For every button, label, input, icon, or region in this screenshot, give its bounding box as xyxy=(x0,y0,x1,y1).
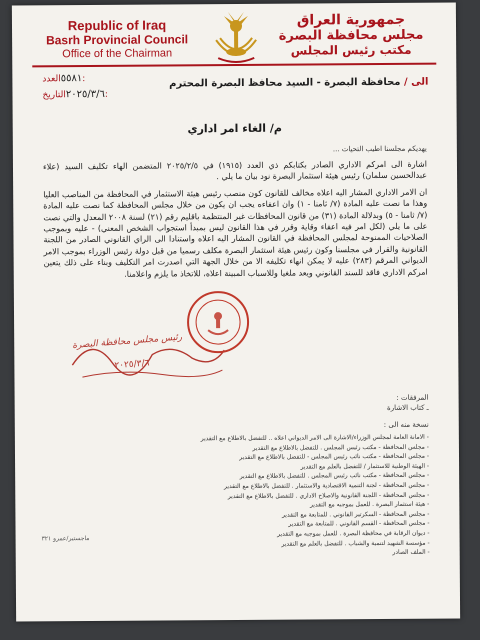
copies-item: - مجلس المحافظة - القسم القانوني . للمتابعة مع التقدير xyxy=(288,519,430,528)
copies-title: نسخة منه الى : xyxy=(383,420,429,429)
letterhead-ar-line-2: مجلس محافظة البصرة xyxy=(278,27,424,44)
copies-list xyxy=(105,433,430,560)
copies-item: - الملف الصادر xyxy=(392,548,430,557)
signatory-title: رئيس مجلس محافظة البصرة xyxy=(71,332,183,351)
greeting: يهديكم مجلسنا اطيب التحيات ... xyxy=(332,144,427,154)
copies-item: - مجلس المحافظة - مكتب نائب رئيس المجلس . للتفضل بالاطلاع مع التقدير xyxy=(239,472,430,481)
official-stamp xyxy=(186,290,250,354)
copies-item: - مجلس المحافظة - مكتب رئيس المجلس . للتفضل بالاطلاع مع التقدير xyxy=(252,443,429,452)
copies-item: - مؤسسة الشهيد لتنمية والشباب . للتفضل بالعلم مع التقدير xyxy=(281,539,430,548)
letterhead-english xyxy=(32,18,202,61)
letterhead-arabic xyxy=(266,13,436,59)
letterhead-en-line-2: Basrh Provincial Council xyxy=(46,32,189,48)
addressee-prefix: الى / xyxy=(400,76,429,88)
copies-item: - ديوان الرقابة في محافظة البصرة . للعمل بموجبه مع التقدير xyxy=(277,529,430,538)
copies-item: - مجلس المحافظة - مكتب نائب رئيس المجلس - للتفضل بالاطلاع مع التقدير xyxy=(239,452,430,462)
copies-item: - الامانة العامة لمجلس الوزراء/الاشارة الى الامر الديواني اعلاه .. للتفضل بالاطلاع مع التقدير xyxy=(200,433,429,443)
signature-date: ٢٠٢٥/٣/٦ xyxy=(114,358,150,372)
copies-item: - مجلس المحافظة - اللجنة القانونية والاصلاح الاداري . للتفضل بالاطلاع مع التقدير xyxy=(227,491,430,500)
enclosure-item: ـ كتاب الاشارة xyxy=(386,403,429,412)
reference-block xyxy=(38,71,108,103)
copies-item: - الهيئة الوطنية للاستثمار / للتفضل بالعلم مع التقدير xyxy=(300,462,430,471)
letterhead-ar-line-1: جمهورية العراق xyxy=(296,11,406,29)
letterhead-en-line-1: Republic of Iraq xyxy=(67,17,167,34)
reference-number: ٥٥٨١ xyxy=(60,73,83,85)
letter-page xyxy=(12,2,460,621)
subject-line: م/ الغاء امر اداري xyxy=(187,121,282,136)
addressee-text: محافظة البصرة - السيد محافظ البصرة المحترم xyxy=(169,76,401,90)
copies-item: - مجلس المحافظة - لجنة التنمية الاقتصادية والاستثمار . للتفضل بالاطلاع مع التقدير xyxy=(224,481,430,491)
body-paragraph-2: ان الامر الاداري المشار اليه اعلاه مخالف للقانون كون منصب رئيس هيئة الاستثمار في المحافظة من المناصب العليا وهذا ما نصت عليه المادة (٧/ ثامنا - ١) وان اعفاءه يجب ان يكون من خلال مجلس المحافظة كما نصت عليه المادة (٧/ ثامنا - ٥) وبدلالة المادة (٣١) من قانون المحافظات غير المنتظمة باقليم رقم (٢١) لسنة ٢٠٠٨ المعدل والتي نصت على ما يلي (لكل امر فيه اعفاء وقاية وقرر في هذا القانون ليس بمبدأ استجواب الشخص المعني) - عليه وبموجب الصلاحيات الممنوحة لمجلس المحافظة في القانون المشار اليه اعلاه واستنادا الى الراي القانوني الصادر من اللجنة القانونية والقرار في مجلسنا وكون رئيس هيئة استثمار البصرة مكلف رسميا من قبل دولة رئيس الوزراء بموجب الامر الديواني المرقم (٢٨٣) عليه لا يمكن انهاء تكليفه الا من خلال الجهة التي اصدرت امر التكليف وبناء على ذلك يتعين امركم الاداري فاقد للسند القانوني ويعد ملغيا وللاسباب المبينة اعلاه، للاتخاذ ما يلزم واعلامنا. xyxy=(43,187,428,279)
letterhead-ar-line-3: مكتب رئيس المجلس xyxy=(290,42,412,58)
reference-number-label: العدد: xyxy=(42,74,86,85)
addressee xyxy=(169,77,428,90)
body-paragraph-1: اشارة الى امركم الاداري الصادر بكتابكم ذي العدد (١٩١٥) في ٢٠٢٥/٢/٥ المتضمن الهاء تكليف السيد (علاء عبدالحسين سلمان) رئيس هيئة استثمار البصرة نود بيان ما يلي . xyxy=(42,159,428,182)
council-emblem-logo xyxy=(208,10,264,68)
enclosures-label: المرفقات : xyxy=(396,393,429,402)
copies-item: - مجلس المحافظة - السكرتير القانوني . للمتابعة مع التقدير xyxy=(281,510,430,519)
copies-item: - هيئة استثمار البصرة . للعمل بموجبه مع التقدير xyxy=(309,500,430,509)
letterhead-en-line-3: Office of the Chairman xyxy=(62,47,173,61)
enclosures xyxy=(387,393,429,413)
footer-note: ماجستير/عمرو ٣٢١ xyxy=(41,535,90,543)
reference-date: ٢٠٢٥/٣/٦ xyxy=(65,88,105,101)
reference-date-label: التاريخ: xyxy=(42,89,108,101)
letter-body xyxy=(43,159,428,286)
